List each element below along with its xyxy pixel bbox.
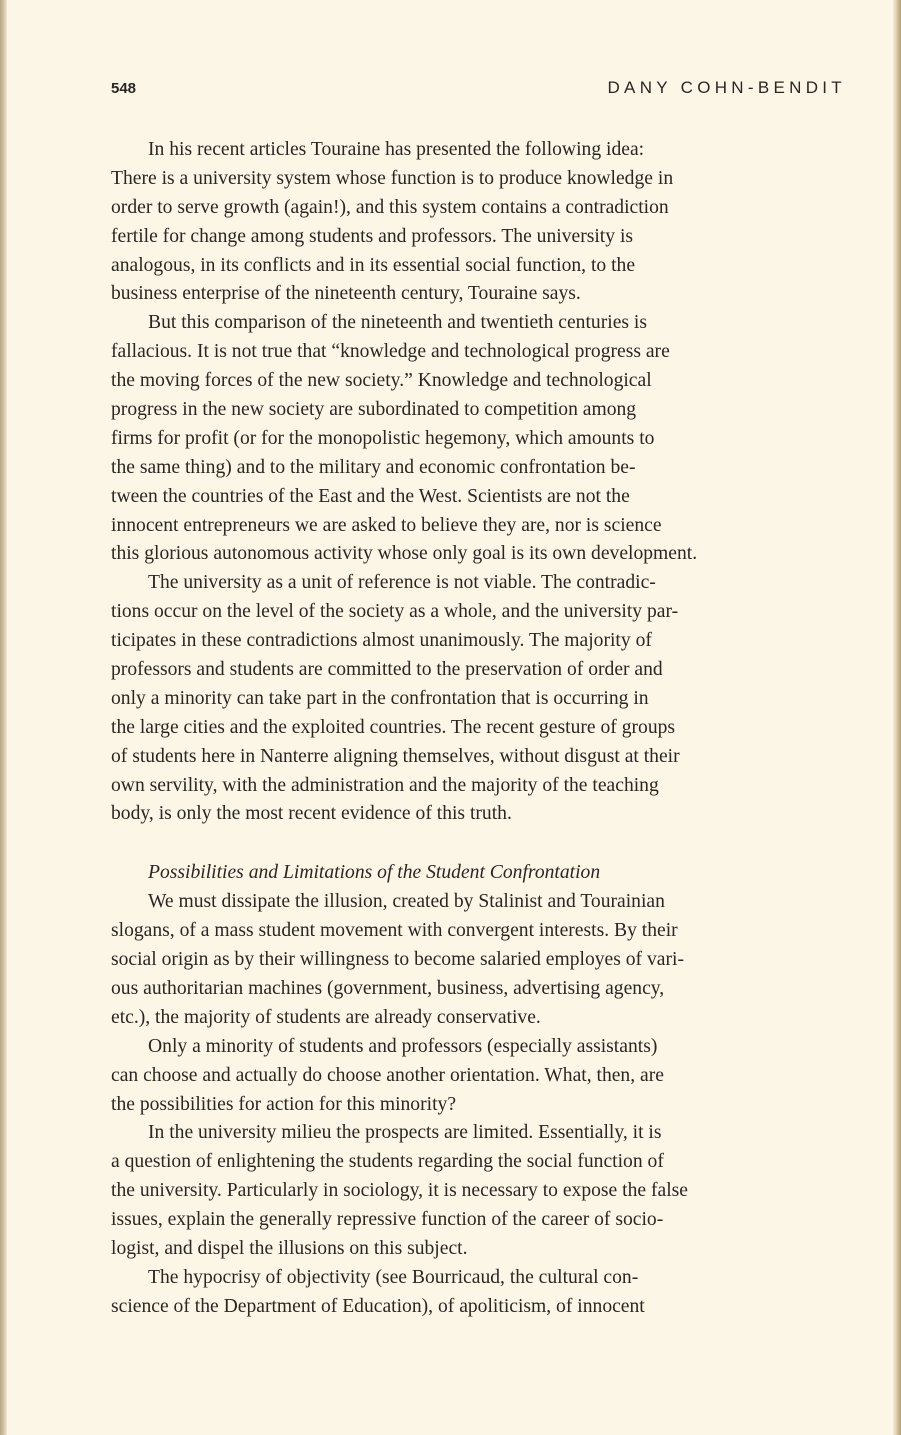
text-line: fertile for change among students and professors. The university is bbox=[111, 225, 634, 247]
text-line: In his recent articles Touraine has presented the following idea: bbox=[148, 139, 645, 160]
text-line: only a minority can take part in the confrontation that is occurring in bbox=[111, 687, 649, 709]
text-line: a question of enlightening the students regarding the social function of bbox=[111, 1151, 664, 1173]
text-line: the same thing) and to the military and economic confrontation be- bbox=[111, 456, 636, 478]
paragraph bbox=[111, 309, 846, 569]
paragraph bbox=[111, 569, 846, 829]
text-line: We must dissipate the illusion, created by Stalinist and Tourainian bbox=[148, 891, 665, 913]
body-text bbox=[111, 136, 846, 1322]
text-line: firms for profit (or for the monopolistic hegemony, which amounts to bbox=[111, 427, 655, 449]
text-line: logist, and dispel the illusions on this subject. bbox=[111, 1237, 468, 1259]
text-line: innocent entrepreneurs we are asked to believe they are, nor is science bbox=[111, 514, 662, 536]
text-line: tions occur on the level of the society as a whole, and the university par- bbox=[111, 601, 679, 623]
page-binding-edge bbox=[893, 0, 901, 1435]
text-line: analogous, in its conflicts and in its essential social function, to the bbox=[111, 254, 636, 276]
text-line: tween the countries of the East and the West. Scientists are not the bbox=[111, 485, 630, 507]
text-line: ous authoritarian machines (government, business, advertising agency, bbox=[111, 977, 665, 999]
section-heading: Possibilities and Limitations of the Student Confrontation bbox=[148, 862, 601, 884]
text-line: social origin as by their willingness to become salaried employes of vari- bbox=[111, 949, 684, 971]
text-line: progress in the new society are subordinated to competition among bbox=[111, 399, 637, 421]
text-line: own servility, with the administration and the majority of the teaching bbox=[111, 774, 659, 796]
text-line: Only a minority of students and professors (especially assistants) bbox=[148, 1035, 658, 1057]
paragraph bbox=[111, 1119, 846, 1263]
paragraph bbox=[111, 888, 846, 1032]
text-line: fallacious. It is not true that “knowledge and technological progress are bbox=[111, 341, 670, 363]
text-line: The university as a unit of reference is not viable. The contradic- bbox=[148, 572, 656, 594]
text-line: professors and students are committed to the preservation of order and bbox=[111, 659, 663, 681]
text-line: business enterprise of the nineteenth century, Touraine says. bbox=[111, 283, 581, 305]
text-line: can choose and actually do choose another orientation. What, then, are bbox=[111, 1064, 664, 1086]
text-line: order to serve growth (again!), and this system contains a contradiction bbox=[111, 196, 669, 218]
text-line: the university. Particularly in sociology, it is necessary to expose the false bbox=[111, 1180, 688, 1202]
section-gap bbox=[111, 829, 846, 859]
text-line: this glorious autonomous activity whose only goal is its own development. bbox=[111, 543, 698, 565]
text-line: slogans, of a mass student movement with convergent interests. By their bbox=[111, 920, 678, 942]
book-page bbox=[111, 78, 846, 1322]
text-line: body, is only the most recent evidence of this truth. bbox=[111, 803, 512, 825]
text-line: the large cities and the exploited countries. The recent gesture of groups bbox=[111, 716, 676, 738]
text-line: The hypocrisy of objectivity (see Bourricaud, the cultural con- bbox=[148, 1266, 639, 1288]
text-line: In the university milieu the prospects are limited. Essentially, it is bbox=[148, 1122, 662, 1144]
text-line: issues, explain the generally repressive function of the career of socio- bbox=[111, 1209, 664, 1231]
paragraph bbox=[111, 1264, 846, 1322]
text-line: of students here in Nanterre aligning themselves, without disgust at their bbox=[111, 745, 680, 767]
text-line: ticipates in these contradictions almost unanimously. The majority of bbox=[111, 630, 652, 652]
running-title: DANY COHN-BENDIT bbox=[607, 78, 846, 97]
page-number: 548 bbox=[111, 80, 137, 97]
text-line: the moving forces of the new society.” Knowledge and technological bbox=[111, 370, 652, 392]
text-line: But this comparison of the nineteenth and twentieth centuries is bbox=[148, 312, 647, 334]
text-line: the possibilities for action for this minority? bbox=[111, 1093, 457, 1115]
running-head bbox=[111, 78, 846, 104]
page-left-edge bbox=[0, 0, 7, 1435]
text-line: etc.), the majority of students are already conservative. bbox=[111, 1006, 541, 1028]
paragraph bbox=[111, 1033, 846, 1120]
text-line: There is a university system whose function is to produce knowledge in bbox=[111, 167, 674, 189]
text-line: science of the Department of Education), of apoliticism, of innocent bbox=[111, 1295, 645, 1317]
paragraph bbox=[111, 136, 846, 309]
